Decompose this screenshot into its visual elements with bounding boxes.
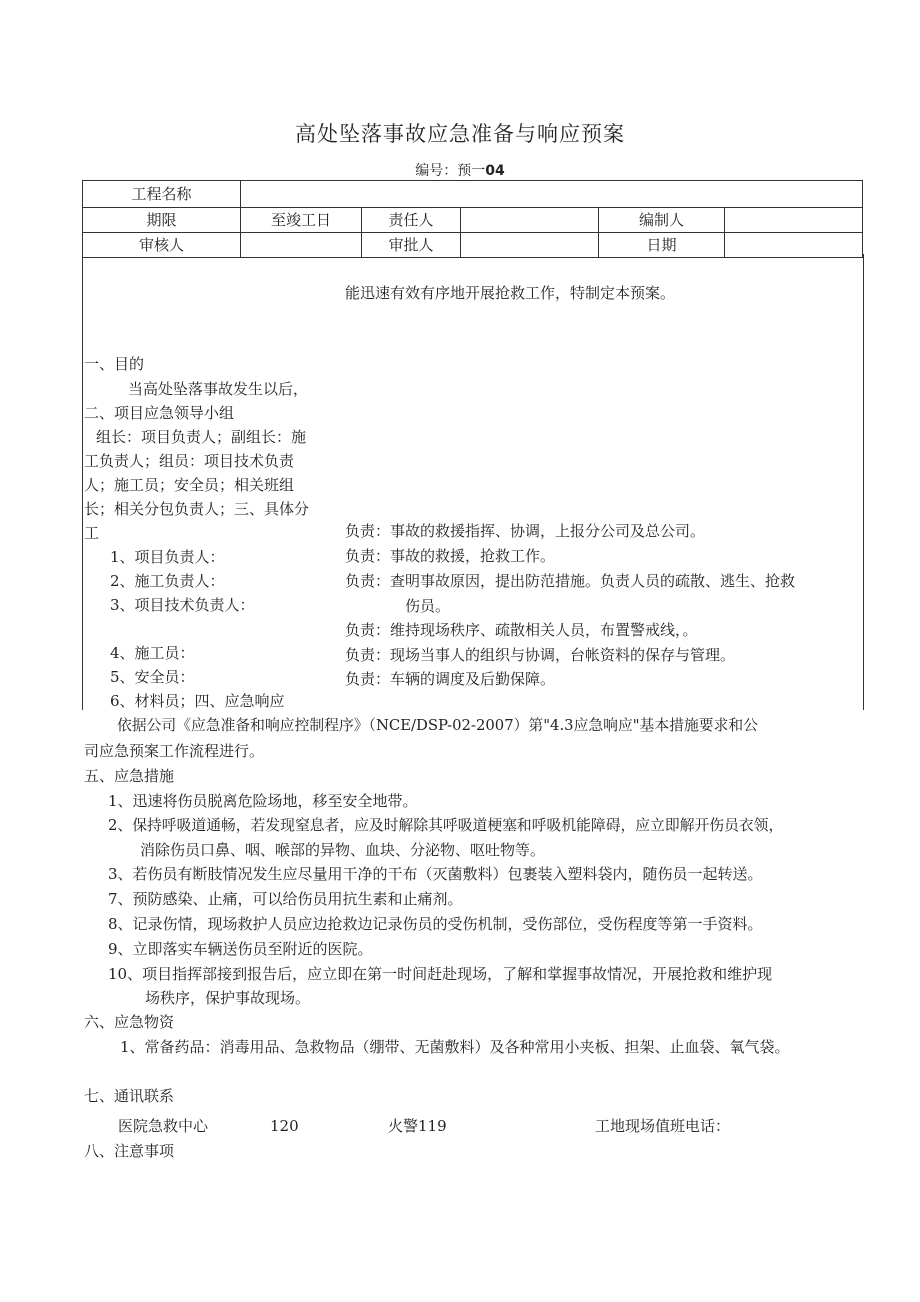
duty-item: 负责：查明事故原因，提出防范措施。负责人员的疏散、逃生、抢救 (345, 572, 796, 590)
compiler-value (725, 208, 863, 233)
section5-heading: 五、应急措施 (84, 767, 175, 785)
fire-number: 火警119 (388, 1117, 447, 1135)
measure-item: 9、立即落实车辆送伤员至附近的医院。 (108, 940, 373, 958)
section2-line: 工 (84, 524, 100, 542)
duty-item: 负责：维持现场秩序、疏散相关人员，布置警戒线，。 (345, 621, 698, 639)
period-label: 期限 (83, 208, 241, 233)
responsible-label: 责任人 (362, 208, 461, 233)
section2-line: 人；施工员；安全员；相关班组 (84, 476, 295, 494)
role-item: 3、项目技术负责人： (110, 596, 255, 614)
duty-item: 负责：车辆的调度及后勤保障。 (345, 670, 556, 688)
section4-line: 依据公司《应急准备和响应控制程序》（NCE/DSP-02-2007）第"4.3应急响应"基本措施要求和公 (117, 717, 758, 734)
section2-heading: 二、项目应急领导小组 (84, 404, 235, 422)
section2-line: 长；相关分包负责人；三、具体分 (84, 500, 310, 518)
duty-item: 伤员。 (405, 597, 451, 615)
project-name-value (241, 181, 863, 208)
header-row-project (83, 181, 863, 208)
role-item: 4、施工员： (110, 644, 195, 662)
role-item: 6、材料员；四、应急响应 (110, 692, 285, 710)
section6-heading: 六、应急物资 (84, 1013, 175, 1031)
section8-heading: 八、注意事项 (84, 1142, 175, 1160)
doc-number (0, 160, 920, 180)
period-value: 至竣工日 (241, 208, 362, 233)
duty-item: 负责：事故的救援，抢救工作。 (345, 547, 556, 565)
project-name-label: 工程名称 (83, 181, 241, 208)
intro-text: 能迅速有效有序地开展抢救工作，特制定本预案。 (345, 284, 676, 302)
section1-heading: 一、目的 (84, 355, 145, 373)
measure-item: 场秩序，保护事故现场。 (145, 989, 311, 1007)
section7-heading: 七、通讯联系 (84, 1087, 175, 1105)
header-row-period (83, 208, 863, 233)
approver-label: 审批人 (362, 233, 461, 258)
responsible-value (461, 208, 599, 233)
measure-item: 消除伤员口鼻、咽、喉部的异物、血块、分泌物、呕吐物等。 (140, 841, 546, 859)
role-item: 5、安全员： (110, 668, 195, 686)
supply-item: 1、常备药品：消毒用品、急救物品（绷带、无菌敷料）及各种常用小夹板、担架、止血袋、氧气袋。 (120, 1038, 790, 1056)
duty-item: 负责：事故的救援指挥、协调，上报分公司及总公司。 (345, 522, 706, 540)
hospital-number: 120 (270, 1117, 299, 1135)
measure-item: 10、项目指挥部接到报告后，应立即在第一时间赶赴现场，了解和掌握事故情况，开展抢救和维护现 (108, 965, 773, 983)
doc-number-value: 04 (485, 163, 505, 179)
site-duty-phone: 工地现场值班电话： (595, 1117, 731, 1135)
compiler-label: 编制人 (599, 208, 725, 233)
section4-line: 司应急预案工作流程进行。 (84, 742, 265, 760)
page-title: 高处坠落事故应急准备与响应预案 (295, 122, 625, 146)
section2-line: 组长：项目负责人；副组长：施 (96, 428, 307, 446)
measure-item: 1、迅速将伤员脱离危险场地，移至安全地带。 (108, 792, 418, 810)
measure-item: 3、若伤员有断肢情况发生应尽量用干净的干布（灭菌敷料）包裹装入塑料袋内，随伤员一起转送。 (108, 865, 763, 883)
duty-item: 负责：现场当事人的组织与协调，台帐资料的保存与管理。 (345, 646, 736, 664)
doc-number-label: 编号：预一 (415, 163, 486, 179)
measure-item: 8、记录伤情，现场救护人员应边抢救边记录伤员的受伤机制，受伤部位，受伤程度等第一手资料。 (108, 915, 763, 933)
reviewer-label: 审核人 (83, 233, 241, 258)
role-item: 1、项目负责人： (110, 548, 225, 566)
section2-line: 工负责人；组员：项目技术负责 (84, 452, 295, 470)
date-label: 日期 (599, 233, 725, 258)
hospital-label: 医院急救中心 (118, 1117, 209, 1135)
section1-text: 当高处坠落事故发生以后， (128, 380, 309, 398)
header-table (82, 180, 863, 258)
role-item: 2、施工负责人： (110, 572, 225, 590)
measure-item: 2、保持呼吸道通畅，若发现窒息者，应及时解除其呼吸道梗塞和呼吸机能障碍，应立即解开伤员衣领， (108, 817, 784, 834)
measure-item: 7、预防感染、止痛，可以给伤员用抗生素和止痛剂。 (108, 890, 463, 908)
